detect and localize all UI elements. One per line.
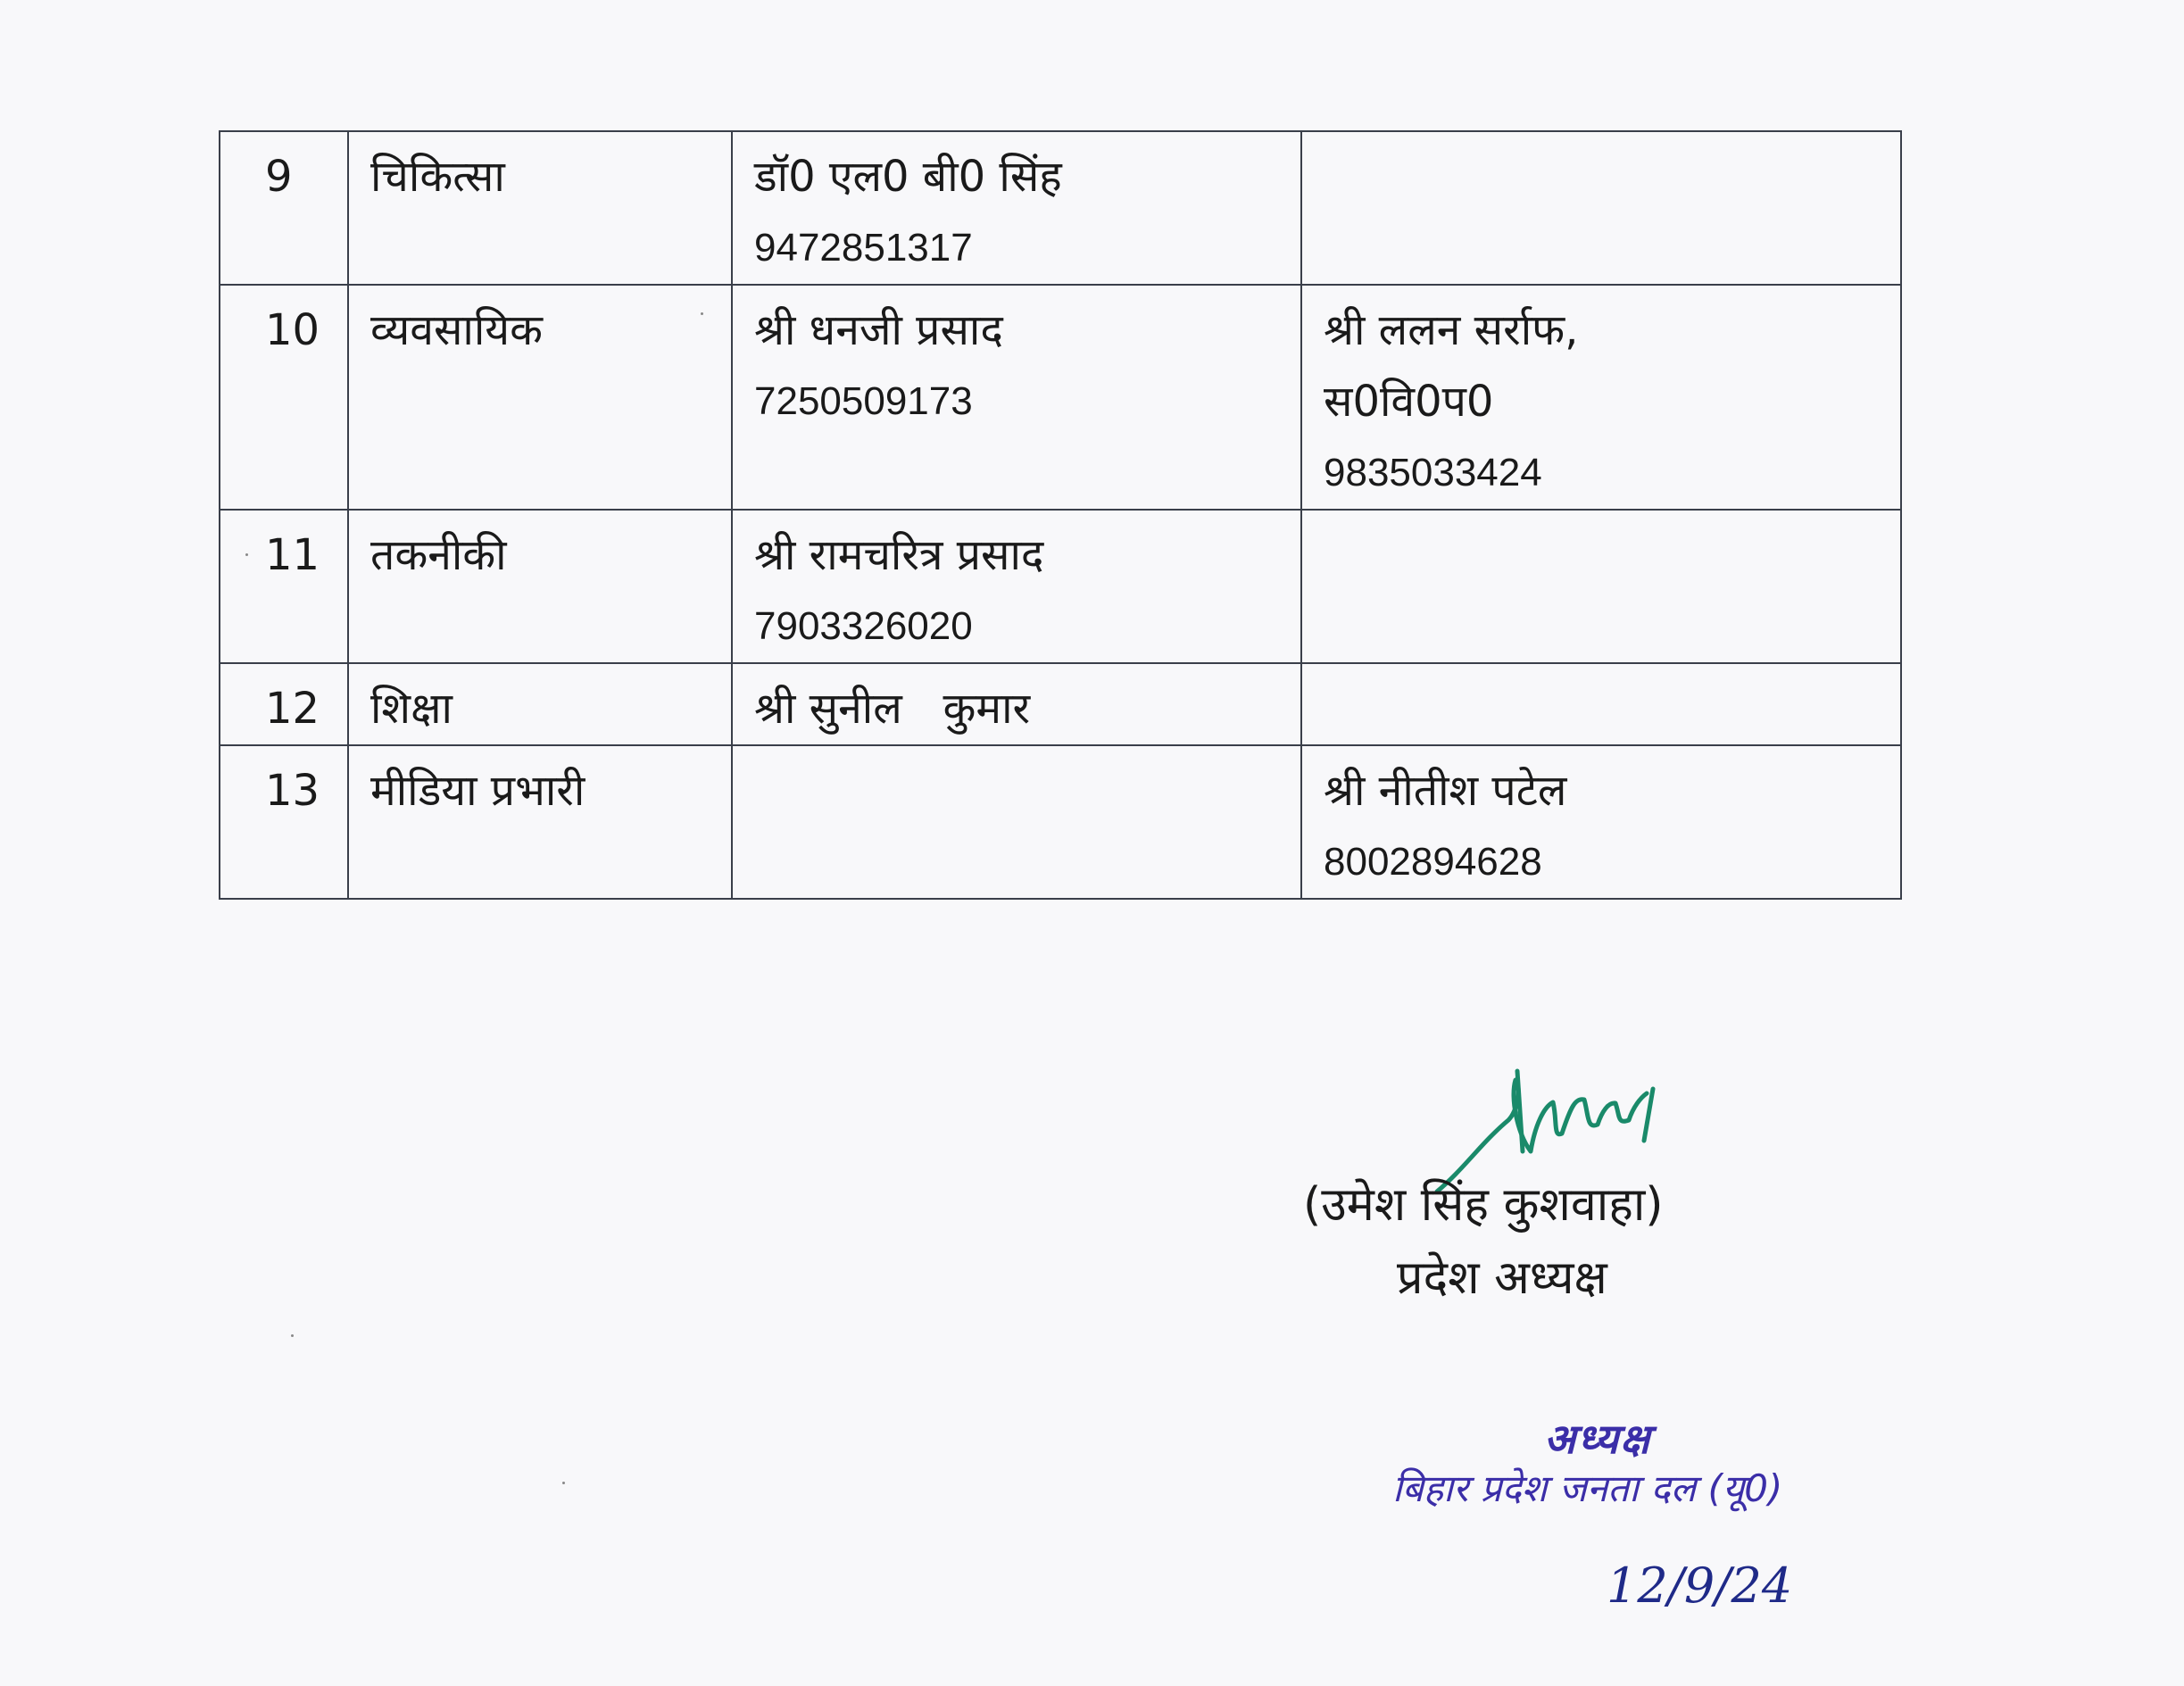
row-number-cell: [220, 285, 348, 510]
handwritten-date: 12/9/24: [1607, 1557, 1793, 1614]
head-phone: 7903326020: [754, 604, 973, 648]
co-head-cell: [1301, 745, 1901, 899]
row-number: 10: [265, 305, 320, 355]
official-stamp: [1392, 1410, 1892, 1517]
co-head-name: श्री नीतीश पटेल: [1324, 766, 1567, 816]
department-name: शिक्षा: [370, 684, 453, 734]
stamp-organization: बिहार प्रदेश जनता दल (यू0): [1392, 1466, 1783, 1510]
co-head-cell: [1301, 663, 1901, 745]
head-phone: 7250509173: [754, 379, 973, 423]
co-head-phone: 8002894628: [1324, 840, 1542, 884]
signatory-name: (उमेश सिंह कुशवाहा): [1303, 1178, 1664, 1232]
row-number: 12: [265, 684, 320, 734]
department-cell: [348, 510, 732, 663]
row-number-cell: [220, 745, 348, 899]
scan-speck: [291, 1334, 294, 1337]
table-row: [220, 510, 1901, 663]
head-cell: [732, 510, 1301, 663]
department-name: चिकित्सा: [370, 152, 505, 202]
co-head-cell: [1301, 131, 1901, 285]
table-row: [220, 663, 1901, 745]
scan-speck: [701, 312, 703, 315]
co-head-phone: 9835033424: [1324, 451, 1542, 494]
stamp-heading: अध्यक्ष: [1544, 1415, 1652, 1463]
head-cell: [732, 745, 1301, 899]
row-number-cell: [220, 131, 348, 285]
row-number: 11: [265, 530, 320, 580]
department-cell: [348, 663, 732, 745]
row-number: 13: [265, 766, 320, 816]
scan-speck: [245, 553, 248, 556]
department-name: तकनीकी: [370, 530, 507, 580]
department-cell: [348, 285, 732, 510]
signature-block: [1250, 1035, 1785, 1321]
scan-speck: [562, 1482, 565, 1484]
head-cell: [732, 663, 1301, 745]
head-name: डॉ0 एल0 बी0 सिंह: [754, 152, 1062, 202]
department-name: व्यवसायिक: [370, 305, 543, 355]
row-number-cell: [220, 663, 348, 745]
department-name: मीडिया प्रभारी: [370, 766, 585, 816]
department-table: [219, 130, 1902, 900]
row-number: 9: [265, 152, 293, 202]
table-row: [220, 285, 1901, 510]
head-phone: 9472851317: [754, 226, 973, 270]
co-head-cell: [1301, 285, 1901, 510]
row-number-cell: [220, 510, 348, 663]
head-name: श्री सुनील कुमार: [754, 684, 1031, 734]
signatory-title: प्रदेश अध्यक्ष: [1397, 1251, 1607, 1305]
co-head-cell: [1301, 510, 1901, 663]
head-name: श्री धनजी प्रसाद: [754, 305, 1003, 355]
head-cell: [732, 131, 1301, 285]
head-cell: [732, 285, 1301, 510]
department-cell: [348, 131, 732, 285]
co-head-name: श्री ललन सर्राफ,: [1324, 305, 1579, 355]
table-row: [220, 131, 1901, 285]
head-name: श्री रामचरित्र प्रसाद: [754, 530, 1044, 580]
co-head-designation: स0वि0प0: [1324, 377, 1494, 427]
department-cell: [348, 745, 732, 899]
table-row: [220, 745, 1901, 899]
